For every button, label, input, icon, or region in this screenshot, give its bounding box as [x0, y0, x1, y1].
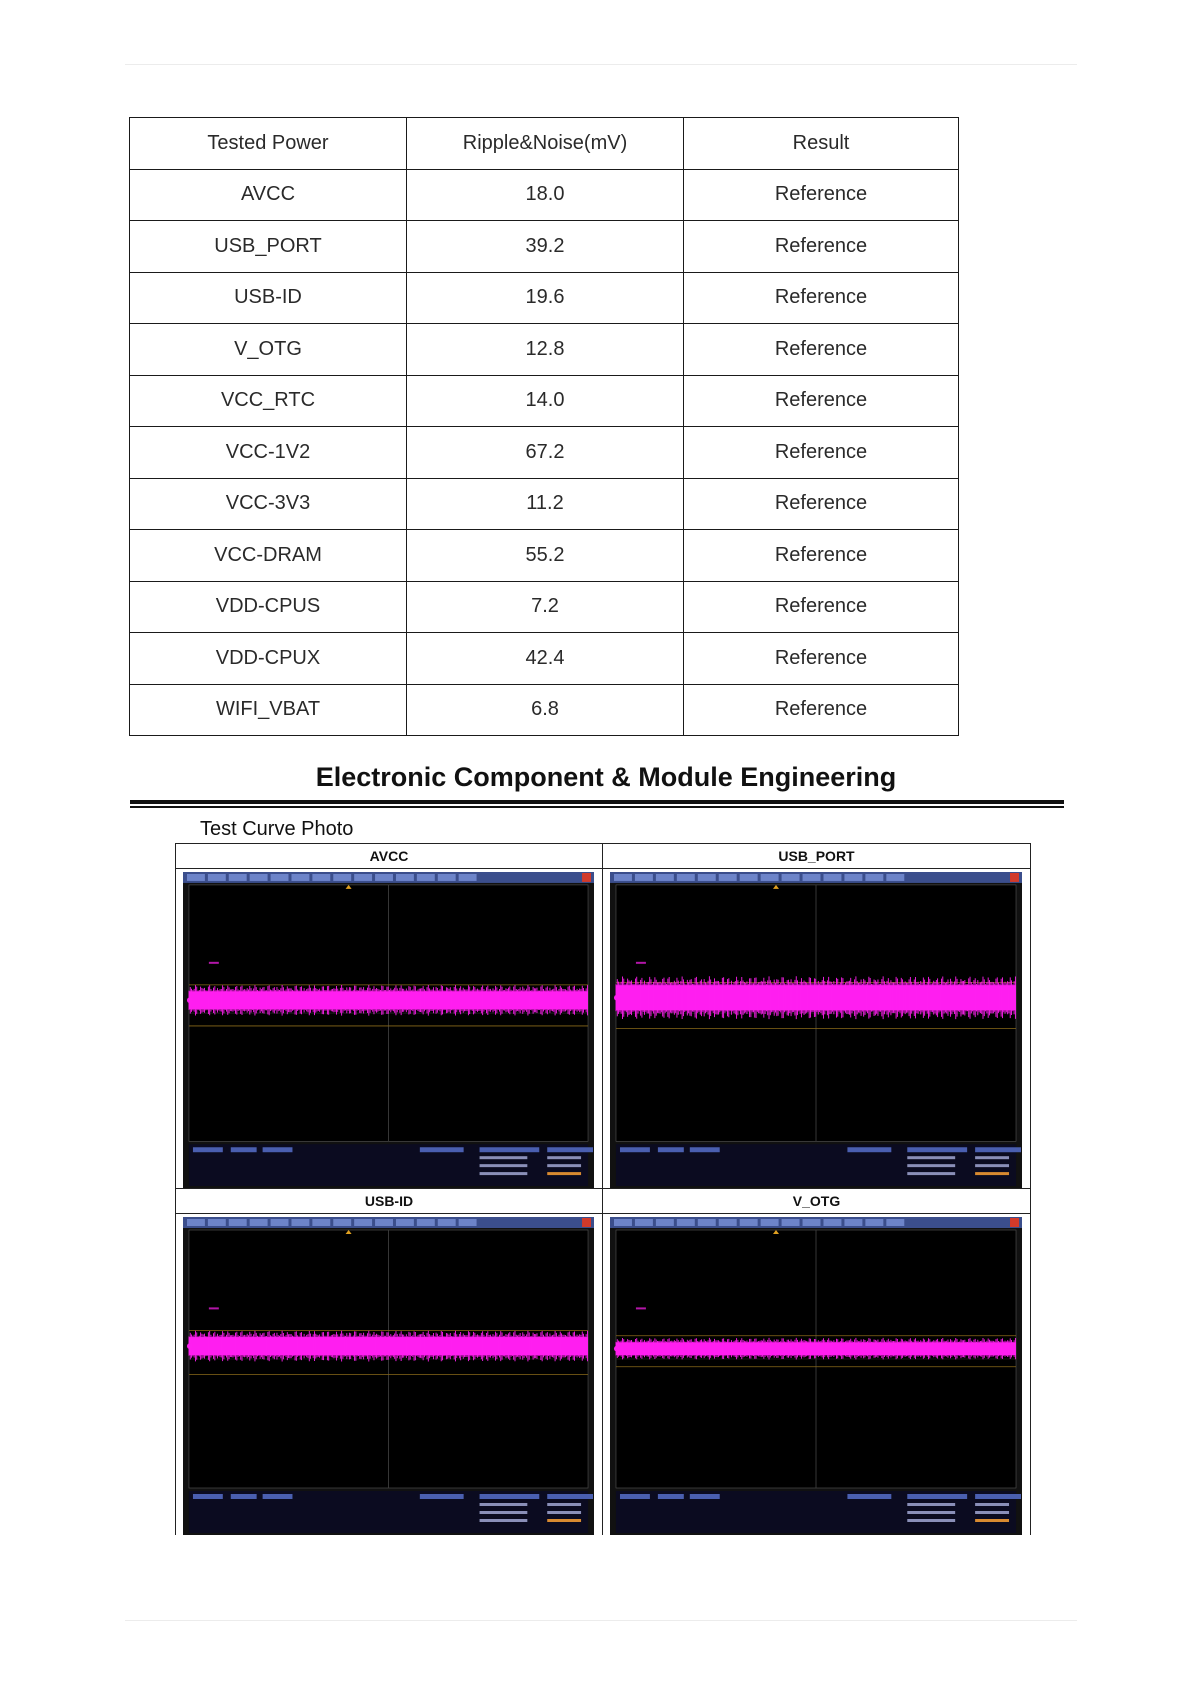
- header-cell: Result: [684, 118, 959, 170]
- table-cell: 18.0: [407, 169, 684, 221]
- table-cell: Reference: [684, 324, 959, 376]
- table-cell: Reference: [684, 375, 959, 427]
- header-cell: Ripple&Noise(mV): [407, 118, 684, 170]
- table-cell: 55.2: [407, 530, 684, 582]
- table-cell: USB-ID: [130, 272, 407, 324]
- table-row: [130, 684, 959, 736]
- table-cell: Reference: [684, 272, 959, 324]
- table-row: [130, 581, 959, 633]
- scope-title: V_OTG: [602, 1188, 1031, 1213]
- table-cell: 7.2: [407, 581, 684, 633]
- top-rule: [125, 64, 1077, 65]
- table-header-row: [130, 118, 959, 170]
- test-curve-photo-label: Test Curve Photo: [200, 818, 354, 840]
- scope-title: AVCC: [175, 843, 603, 868]
- table-cell: 39.2: [407, 221, 684, 273]
- table-cell: 67.2: [407, 427, 684, 479]
- table-cell: VCC-3V3: [130, 478, 407, 530]
- table-cell: Reference: [684, 427, 959, 479]
- table-cell: 12.8: [407, 324, 684, 376]
- scope-cell-usb-id: [175, 1188, 603, 1535]
- table-cell: Reference: [684, 684, 959, 736]
- scope-cell-v-otg: [602, 1188, 1031, 1535]
- table-cell: VDD-CPUX: [130, 633, 407, 685]
- table-row: [130, 478, 959, 530]
- table-cell: VCC-DRAM: [130, 530, 407, 582]
- scope-cell-avcc: [175, 843, 603, 1189]
- table-cell: 42.4: [407, 633, 684, 685]
- table-row: [130, 324, 959, 376]
- table-cell: Reference: [684, 581, 959, 633]
- table-cell: Reference: [684, 169, 959, 221]
- table-cell: 11.2: [407, 478, 684, 530]
- table-cell: 19.6: [407, 272, 684, 324]
- table-row: [130, 530, 959, 582]
- document-heading: Electronic Component & Module Engineering: [315, 762, 897, 792]
- table-row: [130, 633, 959, 685]
- table-cell: Reference: [684, 530, 959, 582]
- table-cell: USB_PORT: [130, 221, 407, 273]
- table-cell: AVCC: [130, 169, 407, 221]
- table-row: [130, 427, 959, 479]
- table-cell: WIFI_VBAT: [130, 684, 407, 736]
- table-body: [130, 118, 959, 736]
- table-cell: VCC_RTC: [130, 375, 407, 427]
- oscilloscope-capture: [610, 1217, 1022, 1535]
- table-row: [130, 375, 959, 427]
- table-cell: 14.0: [407, 375, 684, 427]
- heading-double-rule: [130, 800, 1064, 808]
- table-row: [130, 169, 959, 221]
- ripple-noise-table: [129, 117, 959, 736]
- table-cell: V_OTG: [130, 324, 407, 376]
- header-cell: Tested Power: [130, 118, 407, 170]
- bottom-rule: [125, 1620, 1077, 1621]
- table-cell: Reference: [684, 633, 959, 685]
- scope-grid: [175, 843, 1031, 1535]
- table-cell: Reference: [684, 221, 959, 273]
- oscilloscope-capture: [183, 1217, 594, 1535]
- oscilloscope-capture: [610, 872, 1022, 1188]
- table-cell: Reference: [684, 478, 959, 530]
- scope-title: USB-ID: [175, 1188, 603, 1213]
- table-row: [130, 272, 959, 324]
- table-cell: VCC-1V2: [130, 427, 407, 479]
- table-row: [130, 221, 959, 273]
- scope-title: USB_PORT: [602, 843, 1031, 868]
- scope-cell-usb-port: [602, 843, 1031, 1189]
- table-cell: VDD-CPUS: [130, 581, 407, 633]
- table-cell: 6.8: [407, 684, 684, 736]
- oscilloscope-capture: [183, 872, 594, 1188]
